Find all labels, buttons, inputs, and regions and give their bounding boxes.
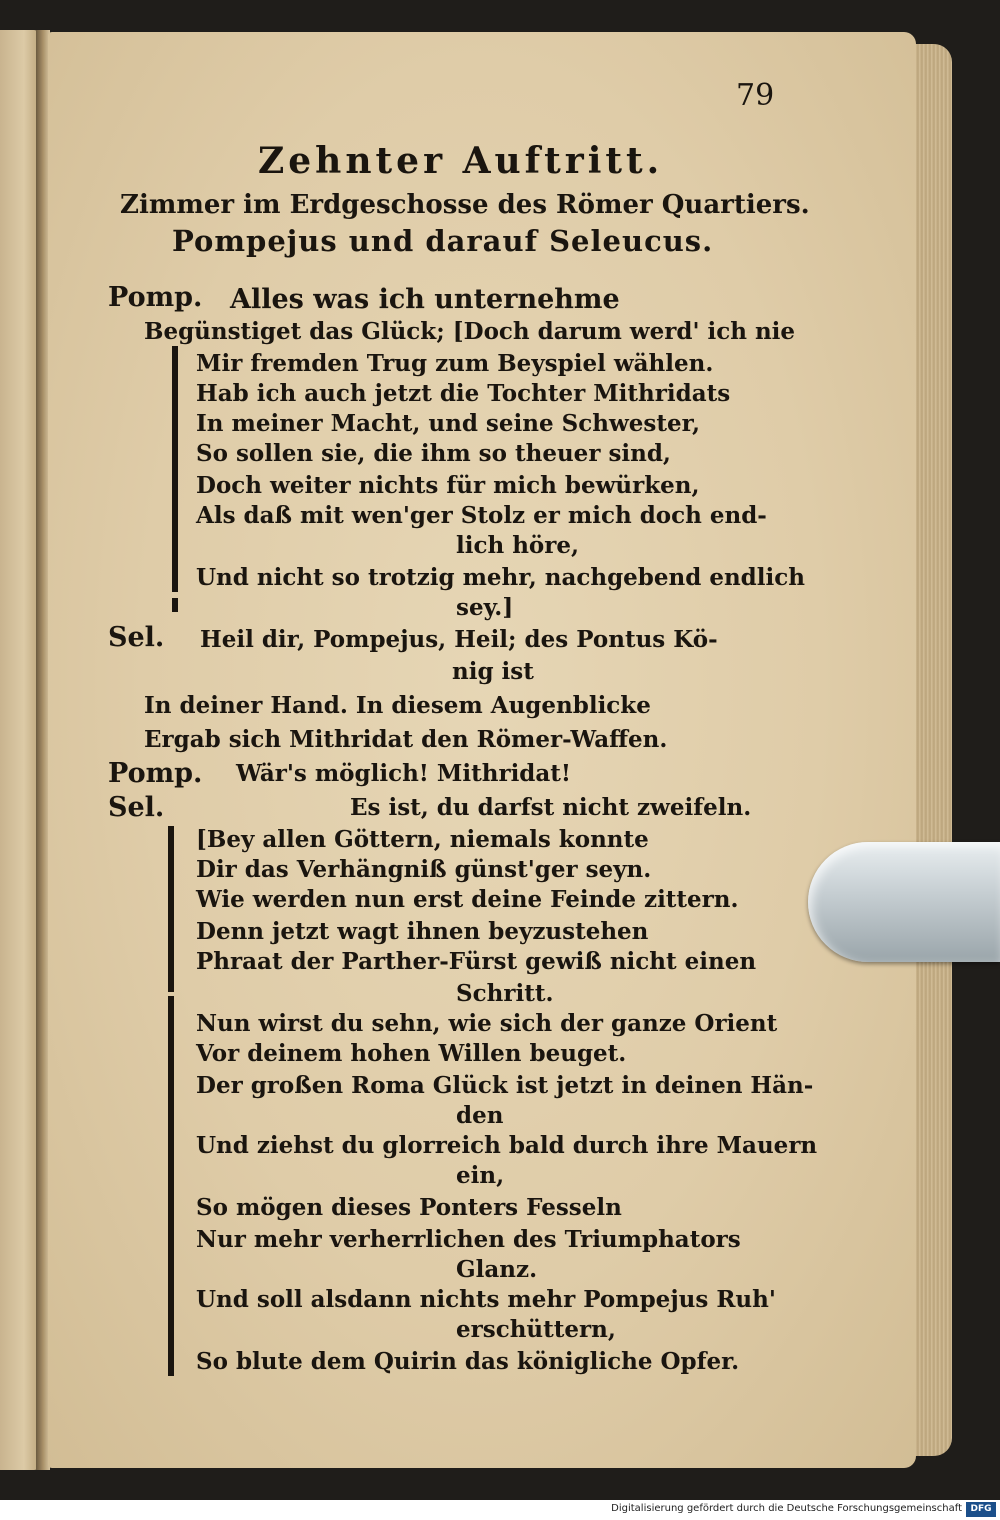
page-stack-edge: [912, 44, 952, 1456]
speaker-label: Sel.: [108, 622, 165, 653]
page-number: 79: [736, 78, 775, 113]
verse-line: Und nicht so trotzig mehr, nachgebend endlich: [196, 564, 805, 591]
verse-line: Als daß mit wen'ger Stolz er mich doch end-: [196, 502, 767, 529]
verse-line: Denn jetzt wagt ihnen beyzustehen: [196, 918, 649, 945]
verse-line: erschüttern,: [456, 1316, 616, 1343]
verse-line: Mir fremden Trug zum Beyspiel wählen.: [196, 350, 714, 377]
scene-characters: Pompejus und darauf Seleucus.: [172, 224, 714, 258]
margin-rule: [168, 826, 174, 992]
verse-line: Heil dir, Pompejus, Heil; des Pontus Kö-: [200, 626, 718, 653]
verse-line: den: [456, 1102, 504, 1129]
verse-line: Wär's möglich! Mithridat!: [236, 760, 572, 787]
verse-line: Nun wirst du sehn, wie sich der ganze Orient: [196, 1010, 778, 1037]
speaker-label: Pomp.: [108, 758, 203, 789]
verse-line: Und soll alsdann nichts mehr Pompejus Ruh': [196, 1286, 776, 1313]
previous-page-edge: [0, 30, 40, 1470]
verse-line: Wie werden nun erst deine Feinde zittern.: [196, 886, 739, 913]
verse-line: Glanz.: [456, 1256, 538, 1283]
verse-line: Alles was ich unternehme: [230, 284, 620, 315]
verse-line: Der großen Roma Glück ist jetzt in deinen Hän-: [196, 1072, 814, 1099]
margin-rule: [168, 996, 174, 1376]
verse-line: In deiner Hand. In diesem Augenblicke: [144, 692, 651, 719]
scene-setting: Zimmer im Erdgeschosse des Römer Quartiers.: [120, 190, 810, 220]
margin-rule: [172, 598, 178, 612]
verse-line: Hab ich auch jetzt die Tochter Mithridats: [196, 380, 731, 407]
dfg-logo: DFG: [966, 1502, 996, 1517]
verse-line: So mögen dieses Ponters Fesseln: [196, 1194, 622, 1221]
footer-bar: [0, 1500, 1000, 1520]
scene-title: Zehnter Auftritt.: [258, 140, 664, 182]
speaker-label: Pomp.: [108, 282, 203, 313]
verse-line: Vor deinem hohen Willen beuget.: [196, 1040, 627, 1067]
verse-line: sey.]: [456, 594, 514, 621]
page-clip: [808, 842, 1000, 962]
verse-line: Und ziehst du glorreich bald durch ihre Mauern: [196, 1132, 818, 1159]
margin-rule: [172, 346, 178, 592]
verse-line: In meiner Macht, und seine Schwester,: [196, 410, 701, 437]
verse-line: ein,: [456, 1162, 505, 1189]
verse-line: Ergab sich Mithridat den Römer-Waffen.: [144, 726, 668, 753]
verse-line: Dir das Verhängniß günst'ger seyn.: [196, 856, 652, 883]
verse-line: lich höre,: [456, 532, 580, 559]
verse-line: nig ist: [452, 658, 534, 685]
funding-credit: Digitalisierung gefördert durch die Deutsche Forschungsgemeinschaft: [611, 1503, 962, 1514]
verse-line: So sollen sie, die ihm so theuer sind,: [196, 440, 671, 467]
verse-line: Begünstiget das Glück; [Doch darum werd' ich nie: [144, 318, 796, 345]
verse-line: [Bey allen Göttern, niemals konnte: [196, 826, 649, 853]
verse-line: Nur mehr verherrlichen des Triumphators: [196, 1226, 741, 1253]
verse-line: Doch weiter nichts für mich bewürken,: [196, 472, 700, 499]
verse-line: So blute dem Quirin das königliche Opfer.: [196, 1348, 740, 1375]
verse-line: Es ist, du darfst nicht zweifeln.: [350, 794, 752, 821]
speaker-label: Sel.: [108, 792, 165, 823]
verse-line: Phraat der Parther-Fürst gewiß nicht einen: [196, 948, 757, 975]
verse-line: Schritt.: [456, 980, 554, 1007]
